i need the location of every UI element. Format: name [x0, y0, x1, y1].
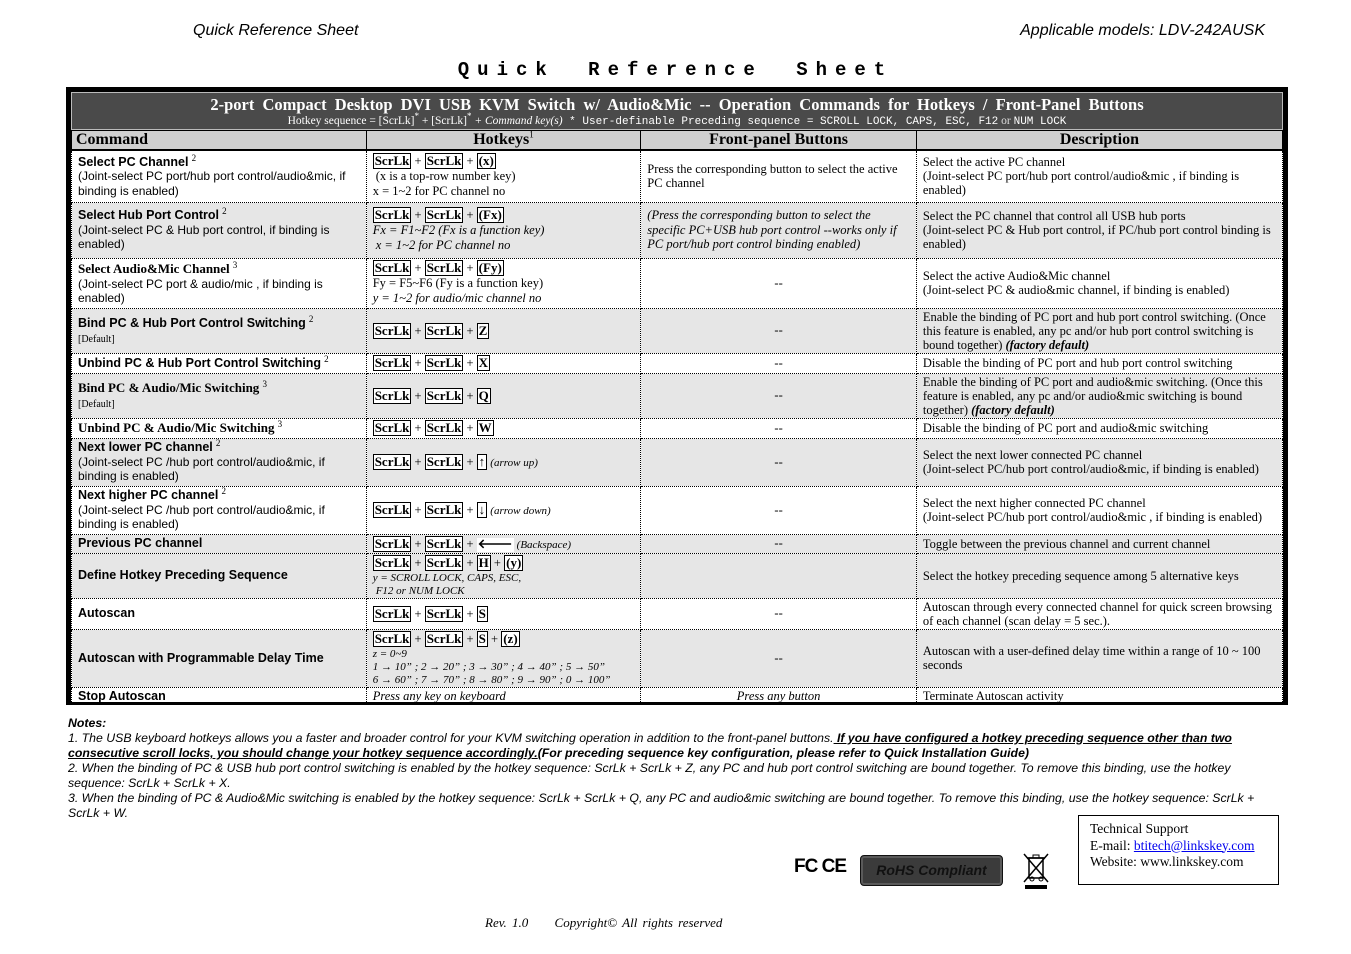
plus-sign: + [466, 536, 474, 551]
plus-sign: + [414, 261, 422, 275]
table-row [72, 418, 1283, 438]
description-cell [916, 150, 1282, 202]
front-panel-cell: -- [641, 486, 917, 534]
plus-sign: + [414, 421, 422, 435]
note-1-text: 1. The USB keyboard hotkeys allows you a faster and broader control for your KVM switching operation in addition to the front-panel buttons. [68, 731, 834, 745]
front-panel-cell: -- [641, 353, 917, 373]
hotkey-cell [366, 308, 641, 353]
plus-sign: + [466, 631, 474, 646]
scrlk-key: ScrLk [374, 153, 410, 169]
hotkey-text: Press any key on keyboard [372, 688, 506, 703]
scrlk-key: ScrLk [426, 322, 462, 338]
support-email [1090, 838, 1278, 855]
plus-sign: + [466, 606, 474, 621]
note-1-warning: If you have configured a hotkey preceding sequence other than two consecutive scroll locks, you should change your hotkey sequence accordingly. [68, 731, 1232, 760]
hotkey-cell [366, 373, 641, 418]
scrlk-key: ScrLk [374, 535, 410, 551]
plus-sign: + [414, 555, 422, 570]
description-note: (Joint-select PC & Hub port control, if PC/hub port control binding is enabled) [922, 223, 1271, 251]
delay-map-line: 1 → 10” ; 2 → 20” ; 3 → 30” ; 4 → 40” ; 5 → 50” [372, 660, 605, 673]
banner-title: 2-port Compact Desktop DVI USB KVM Switch w/ Audio&Mic -- Operation Commands for Hotkeys / Front-Panel Buttons [210, 95, 1144, 114]
footnote-ref: 2 [308, 313, 314, 324]
command-cell [72, 373, 367, 418]
description-cell [916, 486, 1282, 534]
hotkey-detail: Fx = F1~F2 (Fx is a function key) [372, 223, 545, 237]
description-text: Autoscan with a user-defined delay time within a range of 10 ~ 100 seconds [922, 644, 1261, 672]
plus-sign: + [466, 323, 474, 338]
plus-sign: + [466, 261, 474, 275]
support-email-link[interactable]: btitech@linkskey.com [1133, 837, 1255, 853]
scrlk-key: ScrLk [374, 605, 410, 621]
note-2: 2. When the binding of PC & USB hub port control switching is enabled by the hotkey sequence: ScrLk + ScrLk + Z, any PC and hub port control switching are bound together. To remove this binding, use the hotkey sequence: ScrLk + ScrLk + X. [68, 761, 1231, 790]
hotkey-detail: x = 1~2 for PC channel no [372, 184, 506, 199]
scrlk-key: ScrLk [426, 605, 462, 621]
footnote-ref: 2 [324, 353, 329, 364]
scrlk-key: ScrLk [374, 420, 410, 435]
command-name: Next lower PC channel [78, 440, 213, 455]
command-key: Z [478, 322, 488, 338]
footer-copyright: Copyright© All rights reserved [554, 915, 723, 930]
command-note: (Joint-select PC /hub port control/audio&mic, if binding is enabled) [78, 502, 325, 532]
front-panel-cell: -- [641, 418, 917, 438]
arrow-left-icon: 🡐 [477, 536, 513, 552]
table-row [72, 258, 1283, 308]
command-key-2: (z) [503, 630, 518, 646]
key-hint: (arrow down) [490, 505, 551, 517]
command-key: (Fy) [478, 260, 502, 275]
key-hint: (arrow up) [490, 457, 538, 469]
hotkey-detail: Fy = F5~F6 (Fy is a function key) [372, 276, 544, 290]
description-text: Select the next higher connected PC channel [922, 496, 1146, 510]
description-text: Select the next lower connected PC channel [922, 448, 1143, 462]
command-cell [72, 202, 367, 258]
scrlk-key: ScrLk [374, 454, 410, 469]
footnote-ref: 2 [191, 152, 197, 163]
col-header-front-panel: Front-panel Buttons [641, 131, 917, 151]
banner-asterisk-2: * [466, 111, 472, 122]
table-row [72, 598, 1283, 629]
plus-sign: + [414, 356, 422, 370]
scrlk-key: ScrLk [426, 554, 462, 570]
description-text: Enable the binding of PC port and hub port control switching. (Once this feature is enabled, any pc and/or hub port control switching is bound together) [922, 309, 1266, 352]
command-cell [72, 486, 367, 534]
command-note: (Joint-select PC port/hub port control/audio&mic, if binding is enabled) [78, 169, 346, 198]
command-name: Previous PC channel [78, 536, 203, 551]
hotkey-detail: y = SCROLL LOCK, CAPS, ESC, [372, 571, 522, 584]
description-cell [916, 687, 1282, 705]
banner-seq-b: + [ScrLk] [418, 115, 467, 127]
plus-sign: + [466, 555, 474, 570]
command-cell [72, 629, 367, 687]
hotkey-table [71, 130, 1283, 705]
table-row [72, 150, 1283, 202]
command-cell [72, 308, 367, 353]
hotkey-cell [366, 258, 641, 308]
scrlk-key: ScrLk [426, 387, 462, 403]
command-key-2: (y) [506, 554, 522, 570]
scrlk-key: ScrLk [374, 630, 410, 646]
default-tag: [Default] [78, 399, 115, 411]
footnote-ref: 2 [221, 486, 226, 497]
plus-sign: + [466, 154, 474, 169]
front-panel-cell: -- [641, 629, 917, 687]
scrlk-key: ScrLk [374, 502, 410, 517]
command-name: Autoscan with Programmable Delay Time [78, 650, 324, 665]
hotkey-cell [366, 553, 641, 598]
scrlk-key: ScrLk [374, 322, 410, 338]
col-header-hotkeys-sup: 1 [529, 129, 534, 140]
key-hint: (Backspace) [516, 538, 572, 551]
plus-sign: + [466, 455, 474, 469]
description-text: Toggle between the previous channel and current channel [922, 536, 1211, 551]
scrlk-key: ScrLk [426, 260, 462, 275]
hotkey-cell [366, 353, 641, 373]
banner-asterisk-1: * [414, 111, 419, 122]
scrlk-key: ScrLk [426, 207, 462, 222]
command-key: Q [478, 387, 489, 403]
page-footer [485, 915, 722, 931]
plus-sign: + [414, 536, 422, 551]
command-key: (x) [478, 153, 494, 169]
plus-sign: + [466, 208, 474, 222]
description-text: Enable the binding of PC port and audio&mic switching. (Once this feature is enabled, any pc and/or audio&mic switching is bound together) [922, 374, 1263, 417]
command-cell [72, 353, 367, 373]
scrlk-key: ScrLk [374, 387, 410, 403]
header-left-title: Quick Reference Sheet [193, 22, 359, 39]
hotkey-cell [366, 534, 641, 553]
description-cell [916, 438, 1282, 486]
hotkey-cell [366, 202, 641, 258]
description-cell [916, 308, 1282, 353]
col-header-hotkeys-label: Hotkeys [473, 131, 530, 148]
plus-sign: + [414, 631, 422, 646]
hotkey-cell [366, 418, 641, 438]
support-email-label: E-mail: [1090, 837, 1134, 853]
note-1 [68, 731, 1268, 761]
command-name: Autoscan [78, 606, 135, 621]
description-text: Autoscan through every connected channel for quick screen browsing of each channel (scan delay = 5 sec.). [922, 599, 1273, 628]
banner-seq-e: NUM LOCK [1013, 116, 1067, 128]
front-panel-cell: (Press the corresponding button to select the specific PC+USB hub port control --works only if PC port/hub port control binding enabled) [641, 202, 917, 258]
command-name: Select PC Channel [78, 154, 189, 169]
table-row [72, 629, 1283, 687]
hotkey-detail: F12 or NUM LOCK [375, 584, 465, 597]
col-header-description: Description [916, 131, 1282, 151]
command-key: X [478, 355, 489, 370]
command-note: (Joint-select PC /hub port control/audio&mic, if binding is enabled) [78, 454, 325, 484]
footnote-ref: 3 [262, 379, 267, 390]
table-row [72, 308, 1283, 353]
col-header-hotkeys [366, 131, 641, 151]
rohs-badge: RoHS Compliant [860, 855, 1003, 886]
description-text: Terminate Autoscan activity [922, 689, 1064, 703]
description-cell [916, 418, 1282, 438]
table-row [72, 202, 1283, 258]
notes-section [68, 716, 1268, 821]
description-text: Select the PC channel that control all USB hub ports [922, 209, 1186, 223]
front-panel-cell: -- [641, 373, 917, 418]
command-cell [72, 418, 367, 438]
front-panel-cell [641, 553, 917, 598]
scrlk-key: ScrLk [426, 454, 462, 469]
table-banner [71, 92, 1283, 130]
scrlk-key: ScrLk [374, 207, 410, 222]
scrlk-key: ScrLk [374, 554, 410, 570]
description-cell [916, 353, 1282, 373]
front-panel-cell: -- [641, 308, 917, 353]
description-note: (Joint-select PC & audio&mic channel, if binding is enabled) [922, 283, 1230, 297]
default-tag: [Default] [78, 333, 115, 345]
plus-sign: + [491, 631, 499, 646]
note-3: 3. When the binding of PC & Audio&Mic switching is enabled by the hotkey sequence: ScrLk + ScrLk + Q, any PC and audio&mic switching are bound together. To remove this binding, use the hotkey sequence: ScrLk + ScrLk + W. [68, 791, 1255, 820]
front-panel-cell: -- [641, 598, 917, 629]
front-panel-cell: -- [641, 534, 917, 553]
table-row [72, 353, 1283, 373]
footnote-ref: 3 [232, 259, 238, 270]
description-cell [916, 598, 1282, 629]
hotkey-detail: x = 1~2 for PC channel no [375, 238, 511, 252]
front-panel-cell: Press the corresponding button to select the active PC channel [641, 150, 917, 202]
plus-sign: + [414, 154, 422, 169]
description-cell [916, 373, 1282, 418]
banner-seq-or: or [998, 115, 1014, 127]
factory-default-tag: (factory default) [1005, 337, 1090, 352]
hotkey-detail: y = 1~2 for audio/mic channel no [372, 291, 542, 305]
table-row [72, 373, 1283, 418]
plus-sign: + [414, 323, 422, 338]
command-name: Select Audio&Mic Channel [78, 260, 230, 276]
plus-sign: + [414, 455, 422, 469]
scrlk-key: ScrLk [374, 355, 410, 370]
plus-sign: + [466, 356, 474, 370]
command-name: Unbind PC & Audio/Mic Switching [78, 420, 275, 435]
description-text: Disable the binding of PC port and audio&mic switching [922, 421, 1209, 435]
front-panel-cell: -- [641, 438, 917, 486]
scrlk-key: ScrLk [426, 153, 462, 169]
command-key: H [478, 554, 489, 570]
hotkey-detail: z = 0~9 [372, 647, 407, 660]
scrlk-key: ScrLk [374, 260, 410, 275]
hotkey-cell [366, 150, 641, 202]
description-text: Select the active Audio&Mic channel [922, 269, 1111, 283]
scrlk-key: ScrLk [426, 630, 462, 646]
support-website: Website: www.linkskey.com [1090, 854, 1244, 869]
table-row [72, 438, 1283, 486]
command-cell [72, 534, 367, 553]
note-1-reference: (For preceding sequence key configuration, please refer to Quick Installation Guide) [537, 746, 1030, 760]
support-title: Technical Support [1090, 821, 1189, 836]
hotkey-cell [366, 687, 641, 705]
arrow-up-icon: ↑ [478, 454, 486, 469]
command-cell [72, 553, 367, 598]
command-name: Define Hotkey Preceding Sequence [78, 568, 288, 583]
hotkey-detail: (x is a top-row number key) [375, 169, 516, 184]
command-key: W [478, 420, 492, 435]
command-name: Bind PC & Hub Port Control Switching [78, 316, 306, 330]
scrlk-key: ScrLk [426, 502, 462, 517]
col-header-command: Command [72, 131, 367, 151]
hotkey-cell [366, 598, 641, 629]
plus-sign: + [414, 503, 422, 517]
scrlk-key: ScrLk [426, 535, 462, 551]
description-text: Select the active PC channel [922, 155, 1066, 170]
hotkey-cell [366, 629, 641, 687]
technical-support-box [1078, 815, 1279, 885]
description-cell [916, 534, 1282, 553]
description-cell [916, 202, 1282, 258]
arrow-down-icon: ↓ [478, 502, 486, 517]
banner-seq-a: Hotkey sequence = [ScrLk] [287, 115, 415, 127]
delay-map-line: 6 → 60” ; 7 → 70” ; 8 → 80” ; 9 → 90” ; 0 → 100” [372, 673, 611, 686]
description-text: Select the hotkey preceding sequence among 5 alternative keys [922, 568, 1239, 583]
scrlk-key: ScrLk [426, 420, 462, 435]
command-name: Unbind PC & Hub Port Control Switching [78, 355, 322, 370]
command-cell [72, 687, 367, 705]
notes-heading: Notes: [68, 716, 107, 730]
scrlk-key: ScrLk [426, 355, 462, 370]
footnote-ref: 3 [277, 418, 283, 429]
table-row [72, 687, 1283, 705]
table-row [72, 553, 1283, 598]
plus-sign: + [414, 388, 422, 403]
plus-sign: + [414, 208, 422, 222]
banner-hotkey-sequence [72, 111, 1282, 129]
command-cell [72, 258, 367, 308]
description-text: Disable the binding of PC port and hub port control switching [922, 356, 1233, 370]
footer-revision: Rev. 1.0 [485, 915, 529, 930]
banner-seq-c: + Command key(s) [471, 115, 563, 127]
description-note: (Joint-select PC/hub port control/audio&mic , if binding is enabled) [922, 510, 1263, 524]
command-name: Next higher PC channel [78, 488, 219, 503]
command-key: S [478, 630, 486, 646]
command-cell [72, 438, 367, 486]
page-title: Quick Reference Sheet [457, 59, 894, 81]
front-panel-text: Press any button [736, 688, 821, 703]
table-row [72, 534, 1283, 553]
command-note: (Joint-select PC & Hub port control, if binding is enabled) [78, 222, 330, 252]
command-note: (Joint-select PC port & audio/mic , if binding is enabled) [78, 276, 323, 305]
description-note: (Joint-select PC/hub port control/audio&mic, if binding is enabled) [922, 462, 1259, 476]
banner-seq-d: * User-definable Preceding sequence = SCROLL LOCK, CAPS, ESC, F12 [562, 116, 999, 128]
plus-sign: + [414, 606, 422, 621]
description-note: (Joint-select PC port/hub port control/audio&mic , if binding is enabled) [922, 169, 1240, 198]
front-panel-cell [641, 687, 917, 705]
footnote-ref: 2 [222, 206, 227, 217]
fc-ce-logo: FC CE [794, 856, 846, 877]
hotkey-cell [366, 438, 641, 486]
description-cell [916, 629, 1282, 687]
table-header-row [72, 131, 1283, 151]
front-panel-cell: -- [641, 258, 917, 308]
description-cell [916, 553, 1282, 598]
header-models: Applicable models: LDV-242AUSK [1020, 22, 1265, 39]
command-cell [72, 598, 367, 629]
plus-sign: + [493, 555, 501, 570]
hotkey-cell [366, 486, 641, 534]
command-key: S [478, 605, 486, 621]
footnote-ref: 2 [215, 438, 221, 449]
weee-bin-icon [1022, 852, 1050, 890]
plus-sign: + [466, 503, 474, 517]
command-cell [72, 150, 367, 202]
table-row [72, 486, 1283, 534]
plus-sign: + [466, 388, 474, 403]
plus-sign: + [466, 421, 474, 435]
reference-table-frame [66, 87, 1288, 705]
command-name: Stop Autoscan [78, 688, 166, 703]
factory-default-tag: (factory default) [971, 402, 1055, 417]
command-name: Bind PC & Audio/Mic Switching [78, 380, 260, 396]
description-cell [916, 258, 1282, 308]
command-name: Select Hub Port Control [78, 208, 219, 223]
command-key: (Fx) [478, 207, 502, 222]
